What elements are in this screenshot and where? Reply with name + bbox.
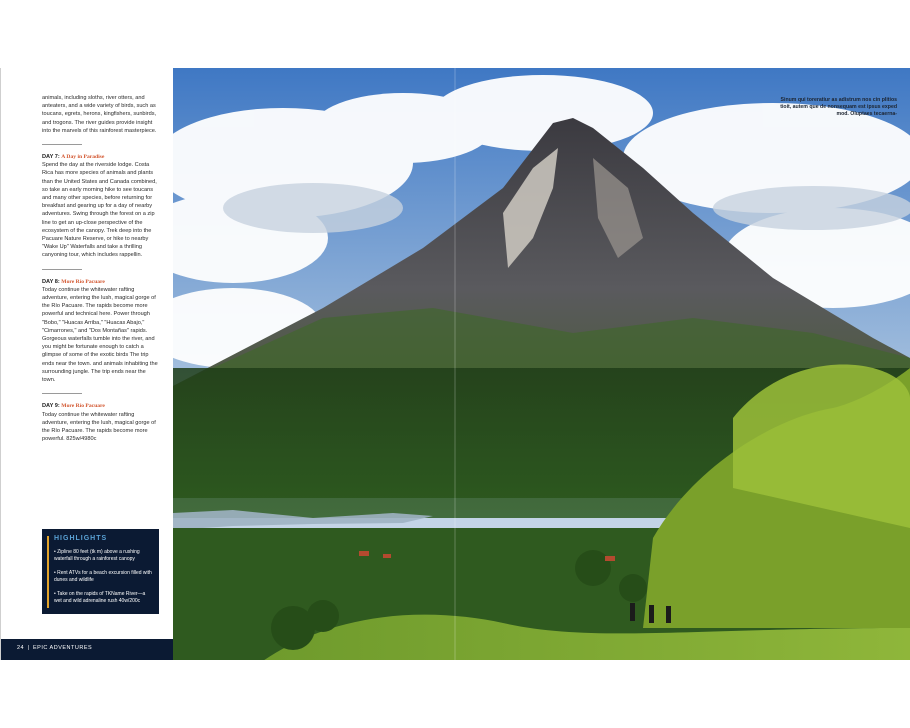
highlights-title: HIGHLIGHTS (54, 535, 108, 542)
day-7-label: DAY 7: (42, 154, 60, 161)
day-8-body: Today continue the whitewater rafting adventure, entering the lush, magical gorge of the Río Pacuare. The rapids become more powerful and technical here. Power through "Bobo," "Huacas Arriba," "Huacas Abajo," "Cimarrones," and "Dos Montañas" rapids. Gorgeous waterfalls tumble into the river, and you might be fortunate enough to catch a glimpse of some of the exotic birds The trip ends near the town. and animals inhabiting the surrounding jungle. The trip ends near the town. (42, 286, 158, 384)
section-name: EPIC ADVENTURES (33, 645, 93, 651)
page-footer (1, 639, 174, 660)
intro-paragraph: animals, including sloths, river otters, and anteaters, and a wide variety of birds, such as toucans, egrets, herons, kingfishers, sunbirds, and trogons. The river guides provide insight into the marvels of this rainforest masterpiece. (42, 95, 157, 134)
day-8-label: DAY 8: (42, 278, 60, 285)
page-number: 24 (17, 645, 25, 651)
divider (42, 144, 82, 145)
volcano-landscape-image (173, 68, 910, 660)
left-page (0, 68, 173, 660)
day-8-title: More Río Pacuare (61, 278, 105, 285)
highlight-item: • Zipline 80 feet (tk m) above a rushing waterfall through a rainforest canopy (54, 549, 140, 562)
divider (42, 393, 82, 394)
day-9-title: More Río Pacuare (61, 403, 105, 410)
day-7-body: Spend the day at the riverside lodge. Costa Rica has more species of animals and plants than the United States and Canada combined, so take an early morning hike to see toucans and many other species, before returning for breakfast and gearing up for a day of nearby adventures. Swing through the forest on a zip line to get an up-close perspective of the ecosystem of the canopy. Trek deep into the Pacuare Nature Reserve, or hike to nearby "Wake Up" Waterfalls and take a thrilling canyoning tour, which includes rappellin. (42, 162, 157, 259)
highlights-box (42, 529, 159, 614)
day-9-label: DAY 9: (42, 403, 60, 410)
magazine-spread (0, 68, 910, 660)
highlights-accent-bar (47, 536, 49, 608)
volcano-photo (173, 68, 910, 660)
divider (42, 269, 82, 270)
text-column (42, 94, 160, 443)
footer-separator: | (28, 645, 30, 651)
day-9-body: Today continue the whitewater rafting adventure, entering the lush, magical gorge of the Río Pacuare. The rapids become more powerful. 825w/4980c (42, 411, 156, 443)
day-7-title: A Day in Paradise (61, 154, 105, 161)
highlight-item: • Rent ATVs for a beach excursion filled with dunes and wildlife (54, 570, 152, 583)
day-7-heading (42, 153, 160, 161)
day-9-heading (42, 402, 160, 410)
highlight-item: • Take on the rapids of TKName River—a wet and wild adrenaline rush 40w/200c (54, 591, 146, 604)
day-8-heading (42, 278, 160, 286)
photo-caption: Sinum qui toreratiur as adistrum nos cin plitios tioit, autem que de nonsequam est ipsus exped mod. Oluptaes tecaerna- (780, 97, 897, 117)
